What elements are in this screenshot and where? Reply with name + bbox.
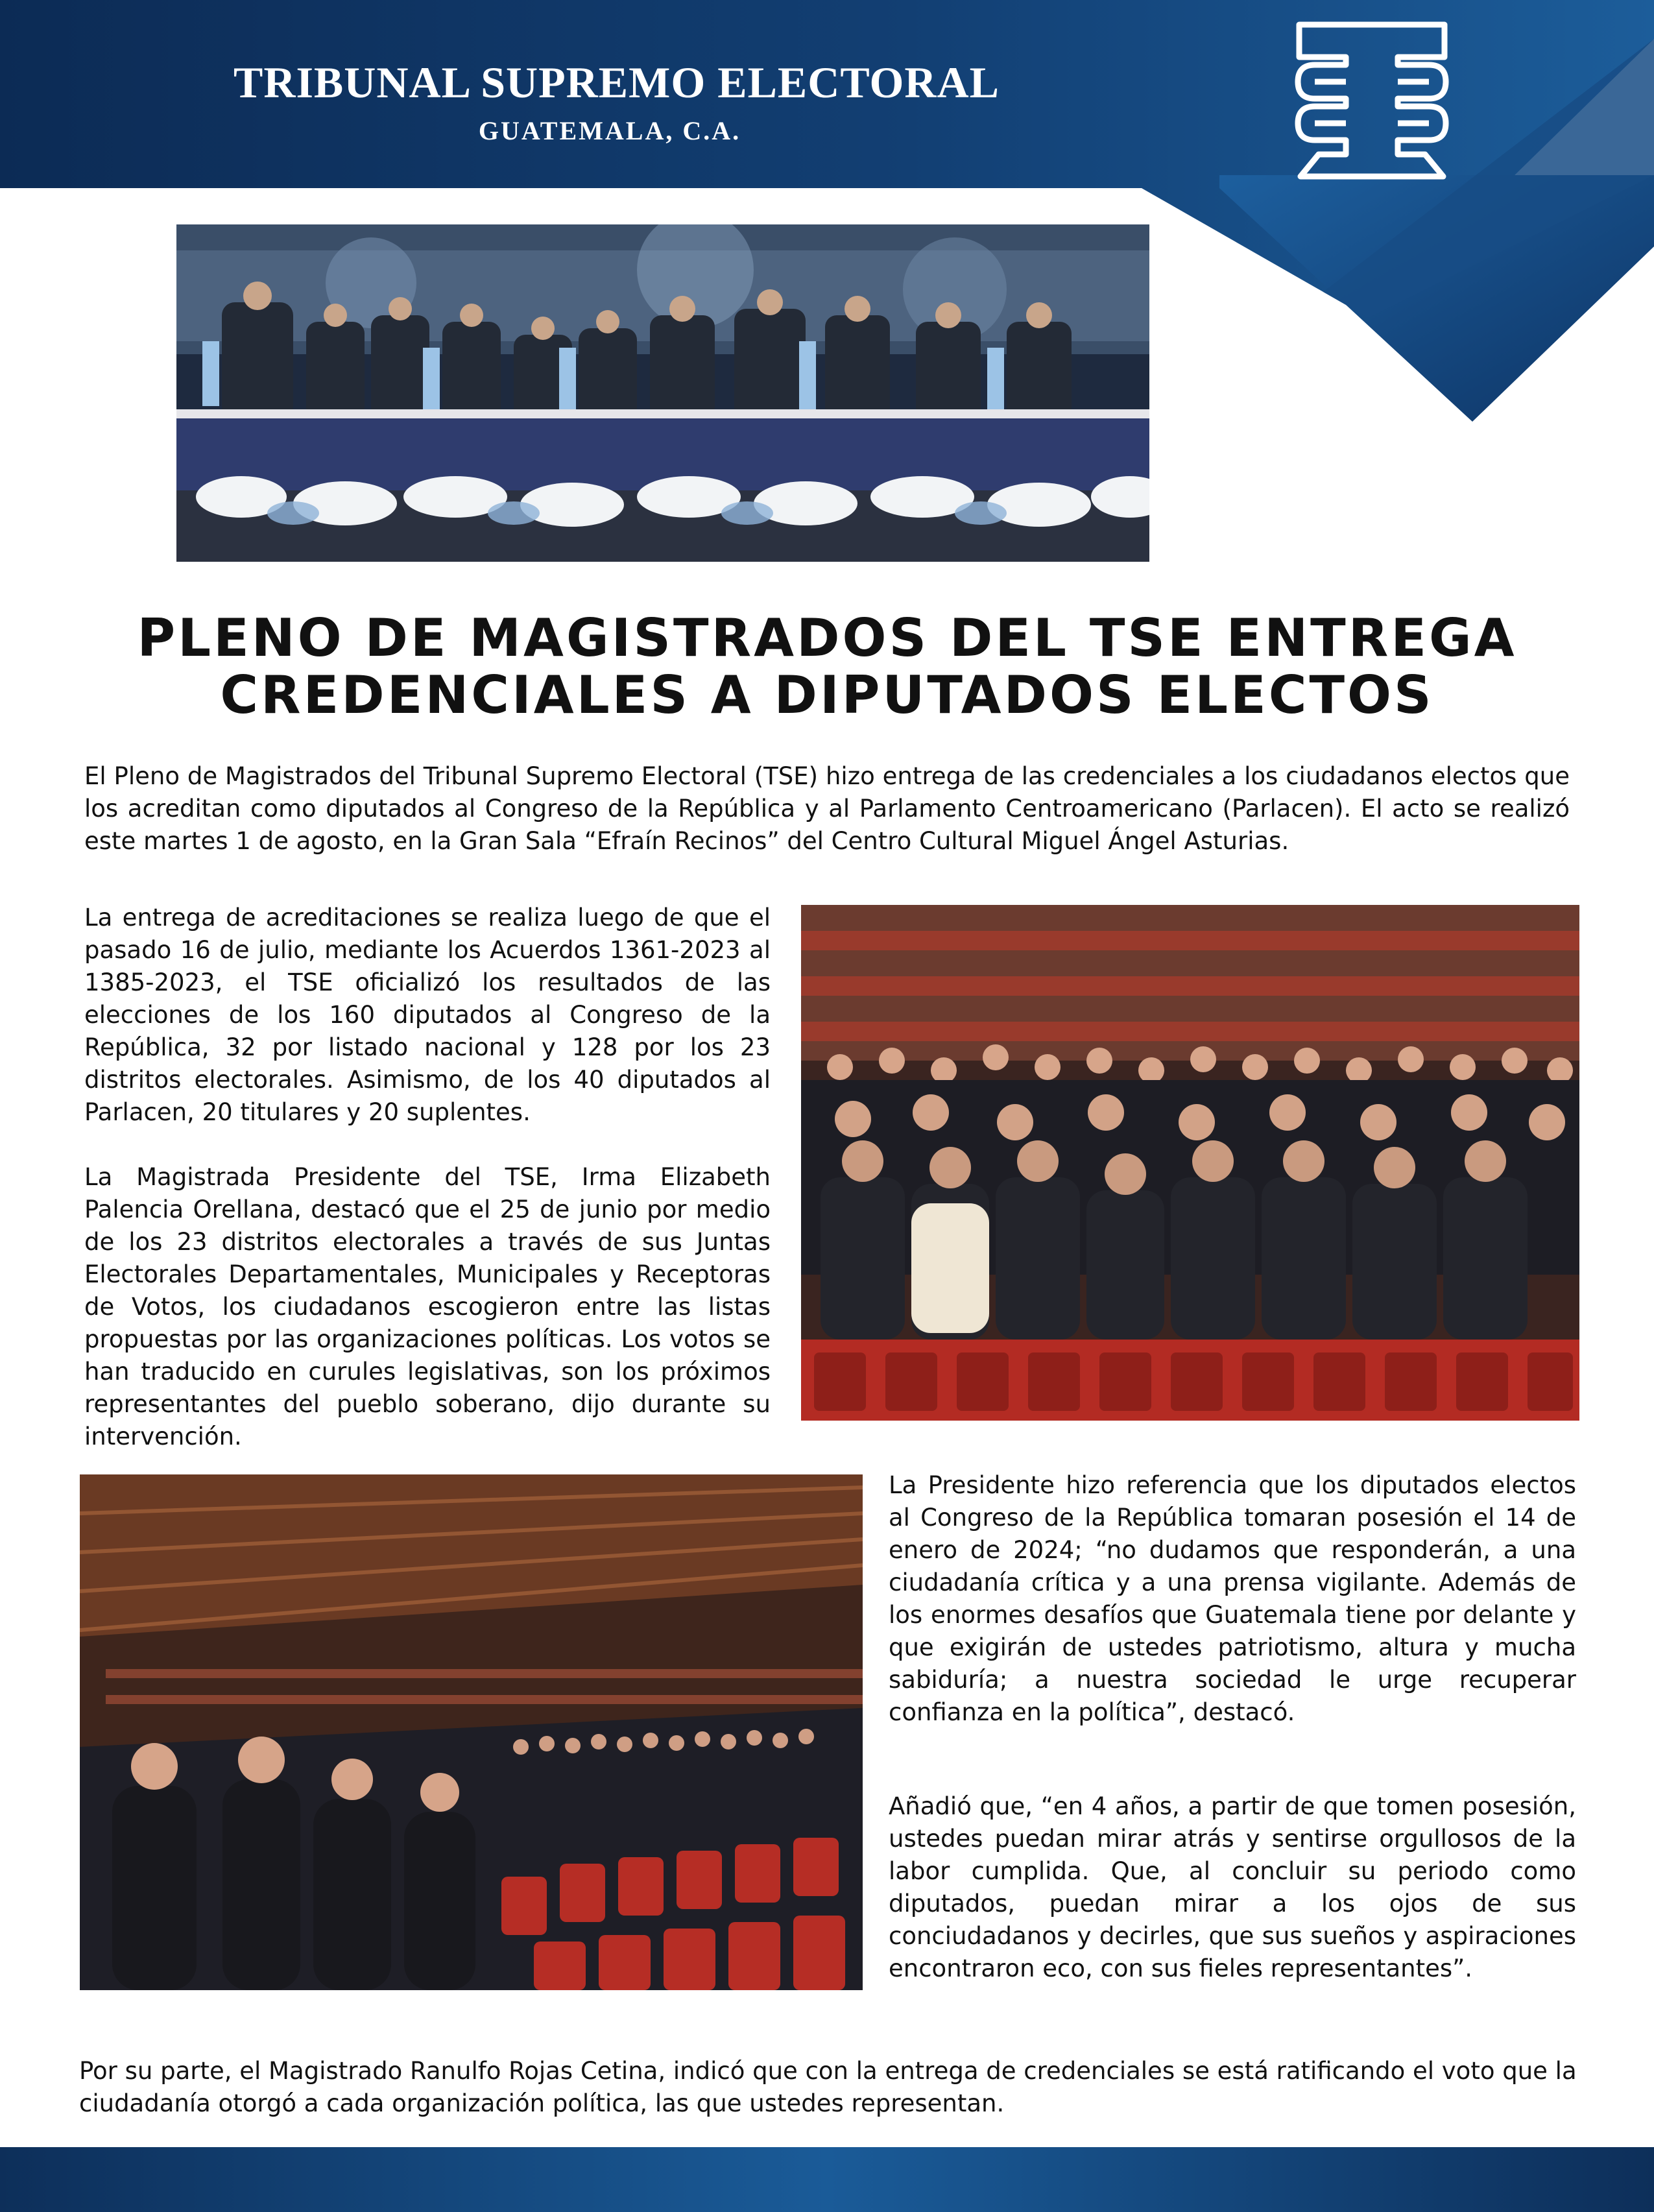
org-name: TRIBUNAL SUPREMO ELECTORAL xyxy=(234,58,1000,107)
photo-auditorium xyxy=(80,1474,863,1990)
headline-line-2: CREDENCIALES A DIPUTADOS ELECTOS xyxy=(220,665,1434,725)
article-paragraph-1: El Pleno de Magistrados del Tribunal Supremo Electoral (TSE) hizo entrega de las credenciales a los ciudadanos electos que los acreditan como diputados al Congreso de la República y al Parlamento Centroamericano (Parlacen). El acto se realizó este martes 1 de agosto, en la Gran Sala “Efraín Recinos” del Centro Cultural Miguel Ángel Asturias. xyxy=(84,762,1570,855)
headline-line-1: PLENO DE MAGISTRADOS DEL TSE ENTREGA xyxy=(137,608,1517,668)
footer-bar xyxy=(0,2147,1654,2212)
photo-magistrates-stage xyxy=(176,224,1149,562)
tse-logo-icon xyxy=(1288,19,1456,182)
article-paragraph-5: Añadió que, “en 4 años, a partir de que tomen posesión, ustedes puedan mirar atrás y sentirse orgullosos de la labor cumplida. Que, al concluir su periodo como diputados, puedan mirar a los ojos de sus conciudadanos y decirles, que sus sueños y aspiraciones encontraron eco, con sus fieles representantes”. xyxy=(889,1792,1576,1982)
article-paragraph-3: La Magistrada Presidente del TSE, Irma Elizabeth Palencia Orellana, destacó que el 25 de junio por medio de los 23 distritos electorales a través de sus Juntas Electorales Departamentales, Municipales y Receptoras de Votos, los ciudadanos escogieron entre las listas propuestas por las organizaciones políticas. Los votos se han traducido en curules legislativas, son los próximos representantes del pueblo soberano, dijo durante su intervención. xyxy=(84,1163,771,1450)
headline xyxy=(65,610,1589,724)
article-paragraph-4: La Presidente hizo referencia que los diputados electos al Congreso de la República tomaran posesión el 14 de enero de 2024; “no dudamos que responderán, a una ciudadanía crítica y a una prensa vigilante. Además de los enormes desafíos que Guatemala tiene por delante y que exigirán de ustedes patriotismo, altura y mucha sabiduría; a nuestra sociedad le urge recuperar confianza en la política”, destacó. xyxy=(889,1471,1576,1726)
article-paragraph-6: Por su parte, el Magistrado Ranulfo Rojas Cetina, indicó que con la entrega de credenciales se está ratificando el voto que la ciudadanía otorgó a cada organización política, las que ustedes representan. xyxy=(79,2057,1577,2117)
article-paragraph-2: La entrega de acreditaciones se realiza luego de que el pasado 16 de julio, mediante los Acuerdos 1361-2023 al 1385-2023, el TSE oficializó los resultados de las elecciones de los 160 diputados al Congreso de la República, 32 por listado nacional y 128 por los 23 distritos electorales. Asimismo, de los 40 diputados al Parlacen, 20 titulares y 20 suplentes. xyxy=(84,904,771,1126)
org-country: GUATEMALA, C.A. xyxy=(478,116,741,145)
photo-deputies-group xyxy=(801,905,1579,1421)
